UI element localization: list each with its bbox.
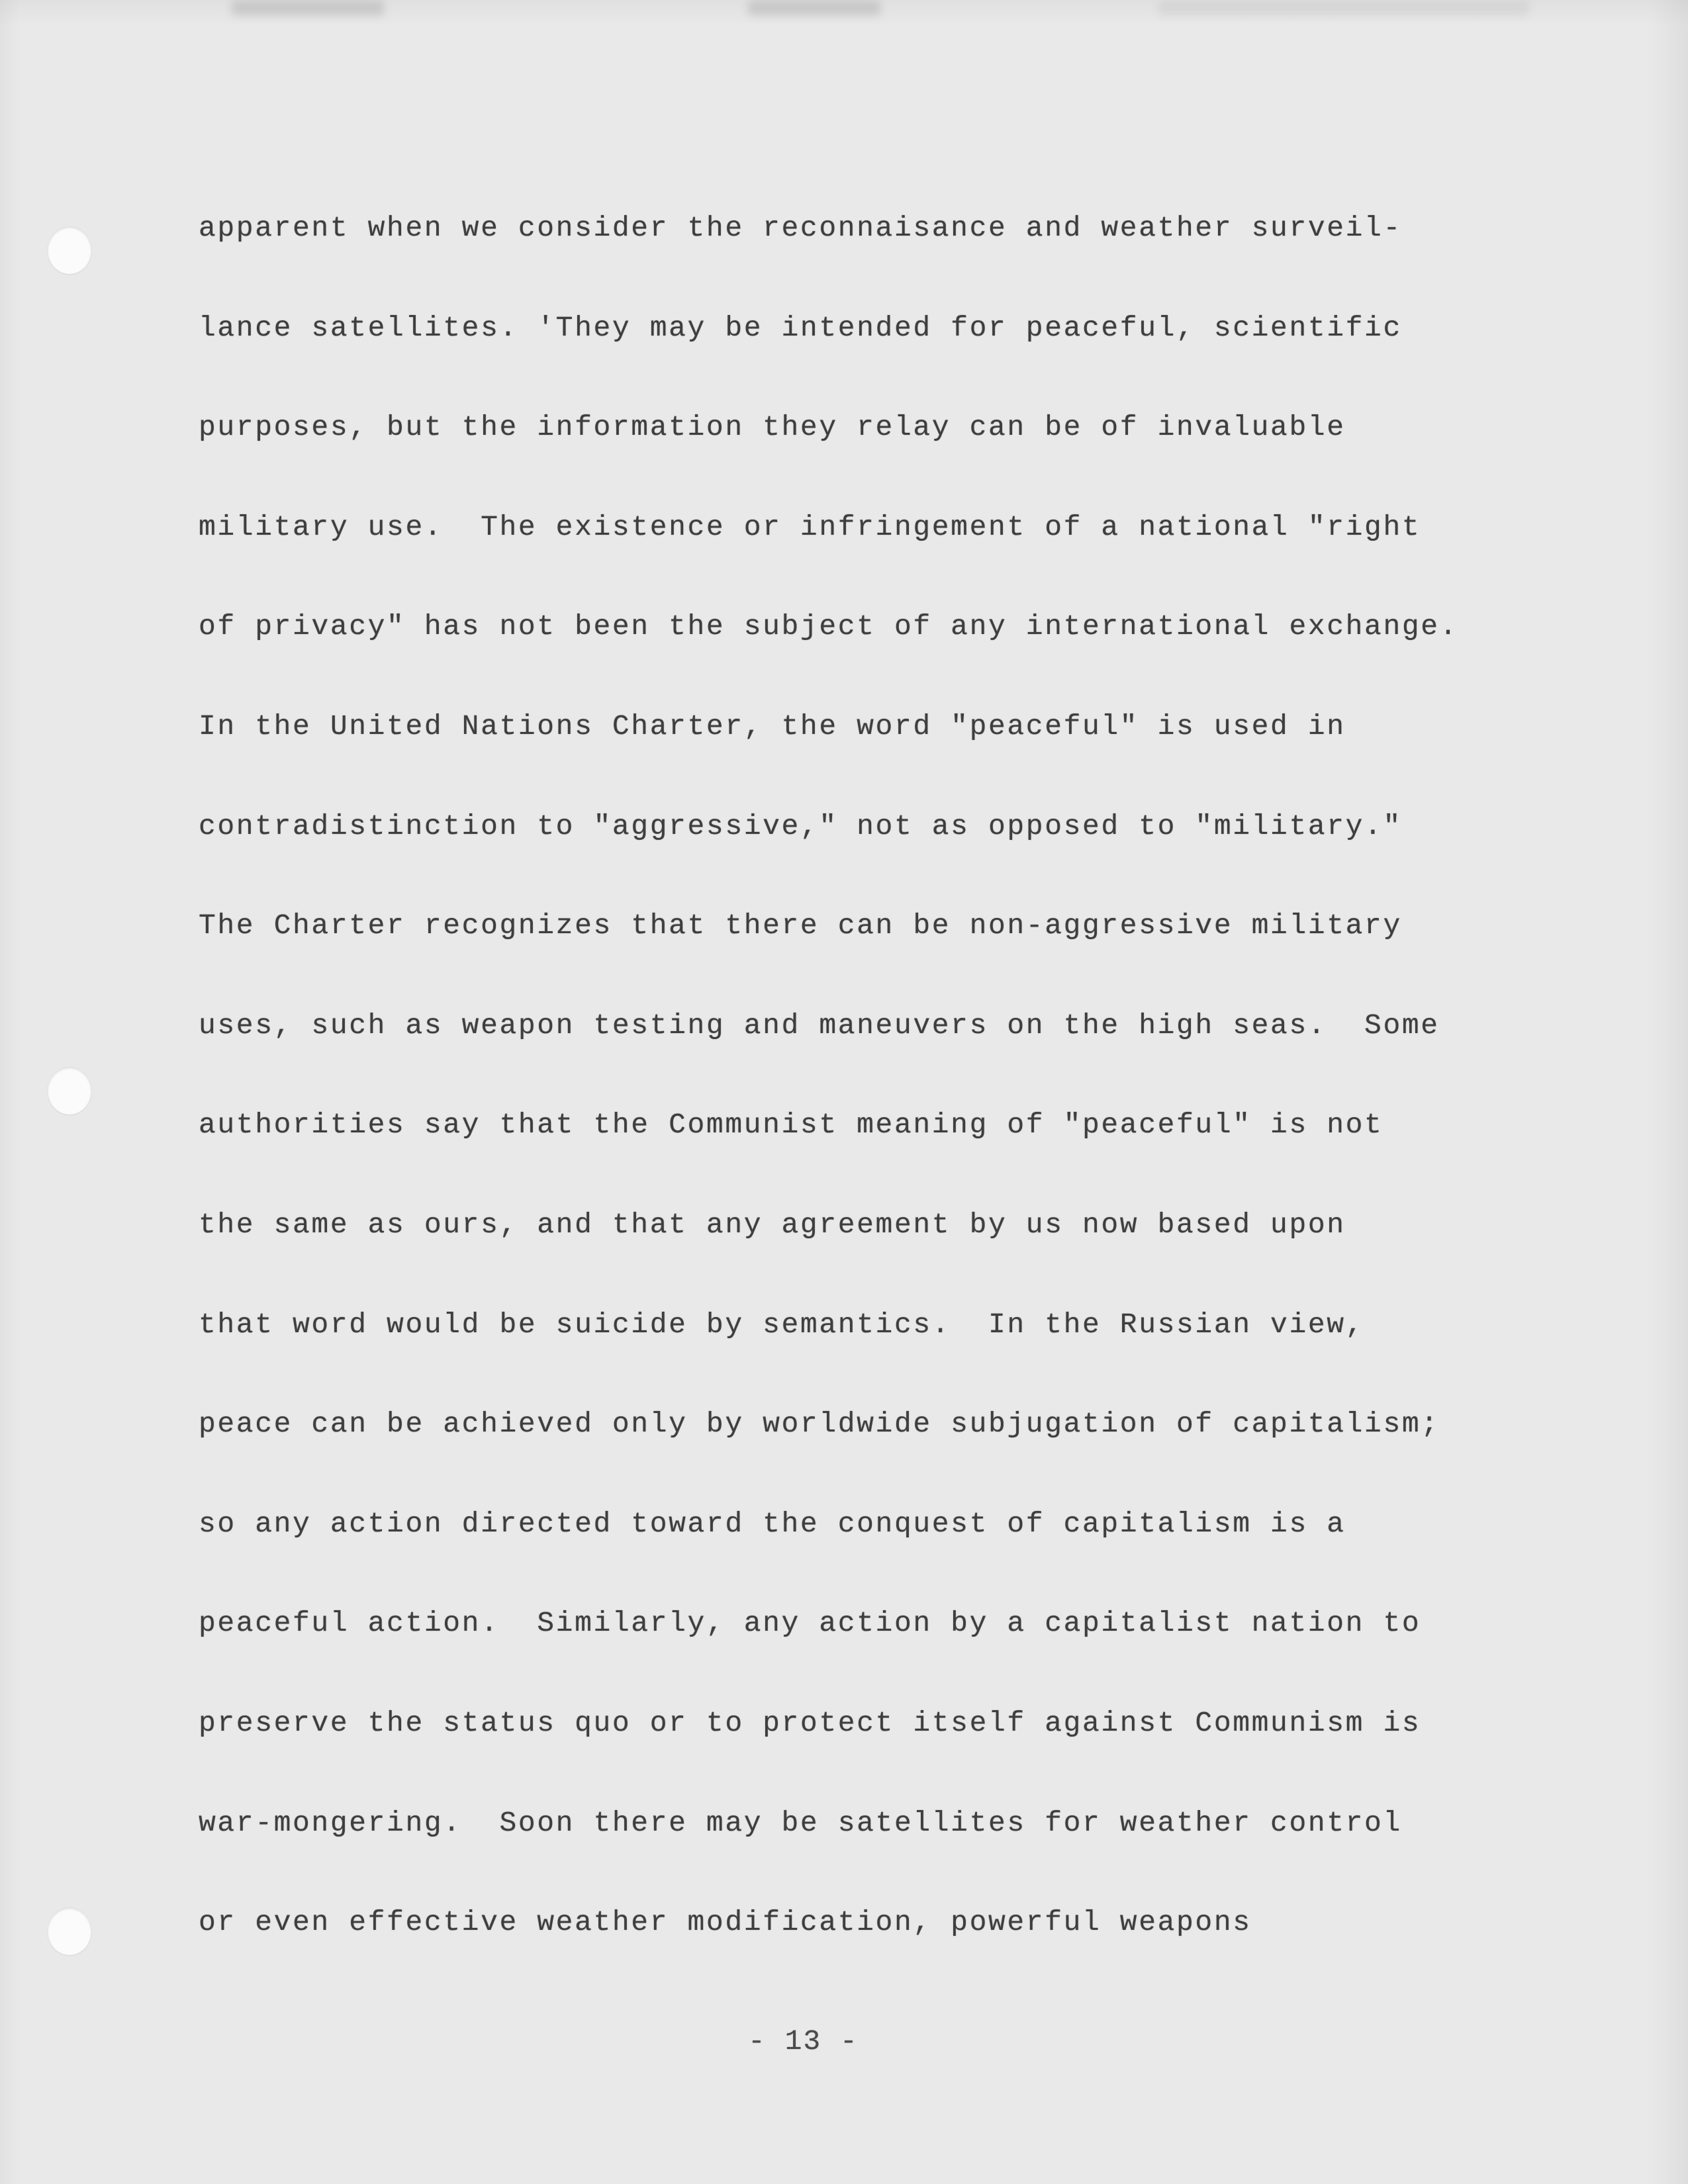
scan-smudge bbox=[232, 0, 384, 16]
text-line: apparent when we consider the reconnaisance and weather surveil- bbox=[199, 212, 1402, 244]
text-line: that word would be suicide by semantics. In the Russian view, bbox=[199, 1308, 1365, 1341]
punch-hole-middle bbox=[48, 1067, 91, 1115]
text-line: contradistinction to "aggressive," not as opposed to "military." bbox=[199, 809, 1402, 842]
text-line: preserve the status quo or to protect itself against Communism is bbox=[199, 1706, 1421, 1739]
text-line: lance satellites. 'They may be intended for peaceful, scientific bbox=[199, 311, 1402, 344]
scan-smudge bbox=[1158, 0, 1529, 16]
text-line: The Charter recognizes that there can be non-aggressive military bbox=[199, 909, 1402, 942]
text-line: peace can be achieved only by worldwide subjugation of capitalism; bbox=[199, 1408, 1440, 1441]
scan-smudge bbox=[748, 0, 880, 16]
text-line: or even effective weather modification, powerful weapons bbox=[199, 1906, 1252, 1939]
punch-hole-top bbox=[48, 226, 91, 274]
text-line: uses, such as weapon testing and maneuvers on the high seas. Some bbox=[199, 1009, 1440, 1042]
text-line: of privacy" has not been the subject of any international exchange. bbox=[199, 610, 1459, 643]
page-number: - 13 - bbox=[748, 2025, 859, 2058]
punch-hole-bottom bbox=[48, 1907, 91, 1955]
body-text bbox=[199, 202, 1556, 1996]
text-line: the same as ours, and that any agreement by us now based upon bbox=[199, 1208, 1346, 1241]
text-line: purposes, but the information they relay can be of invaluable bbox=[199, 411, 1346, 444]
text-line: In the United Nations Charter, the word "peaceful" is used in bbox=[199, 709, 1346, 743]
text-line: military use. The existence or infringement of a national "right bbox=[199, 510, 1421, 543]
text-line: authorities say that the Communist meaning of "peaceful" is not bbox=[199, 1109, 1383, 1142]
text-line: war-mongering. Soon there may be satellites for weather control bbox=[199, 1806, 1402, 1839]
text-line: so any action directed toward the conquest of capitalism is a bbox=[199, 1507, 1346, 1540]
text-line: peaceful action. Similarly, any action by a capitalist nation to bbox=[199, 1607, 1421, 1640]
